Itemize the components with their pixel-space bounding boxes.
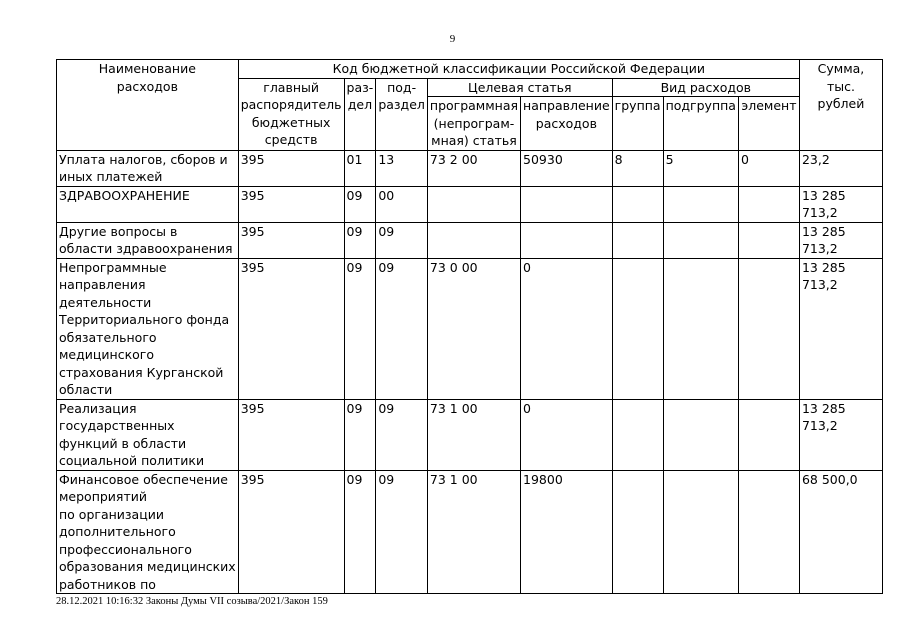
cell-section: 01 — [344, 150, 376, 186]
text-line: расходов — [116, 78, 178, 94]
cell-amount: 68 500,0 — [799, 470, 882, 594]
text-line: (непрограм- — [433, 115, 515, 131]
text-line: средств — [264, 132, 318, 147]
text-line: направление — [523, 98, 610, 113]
cell-subsection: 09 — [376, 222, 428, 258]
cell-section: 09 — [344, 222, 376, 258]
cell-program-item: 73 2 00 — [427, 150, 520, 186]
text-line: области — [59, 382, 113, 397]
header-code-group: Код бюджетной классификации Российской Федерации — [238, 60, 799, 79]
cell-group — [612, 186, 663, 222]
text-line: по организации — [59, 506, 164, 522]
header-subsection — [376, 78, 428, 150]
header-name — [57, 60, 239, 151]
text-line: образования медицинских — [59, 559, 236, 574]
text-line: Реализация — [59, 400, 137, 416]
text-line: медицинского — [59, 347, 154, 362]
text-line: Финансовое обеспечение — [59, 471, 228, 487]
text-line: Наименование — [98, 61, 196, 76]
cell-section: 09 — [344, 186, 376, 222]
cell-group — [612, 470, 663, 594]
cell-subgroup — [663, 399, 738, 470]
header-section — [344, 78, 376, 150]
text-line: Непрограммные — [59, 259, 167, 275]
cell-subsection: 09 — [376, 399, 428, 470]
cell-subgroup — [663, 258, 738, 399]
text-line: мероприятий — [59, 489, 147, 504]
cell-amount: 13 285 713,2 — [799, 186, 882, 222]
text-line: распорядитель — [240, 97, 342, 112]
cell-main-manager: 395 — [238, 150, 344, 186]
text-line: государственных — [59, 418, 175, 433]
cell-program-item: 73 0 00 — [427, 258, 520, 399]
header-expense-type: Вид расходов — [612, 78, 799, 97]
cell-group — [612, 222, 663, 258]
cell-expense-direction: 0 — [521, 399, 613, 470]
cell-amount: 13 285 713,2 — [799, 399, 882, 470]
cell-name — [57, 258, 239, 399]
cell-element — [738, 186, 799, 222]
cell-group — [612, 258, 663, 399]
cell-subsection: 09 — [376, 470, 428, 594]
text-line: Другие вопросы в — [59, 223, 178, 239]
cell-element — [738, 399, 799, 470]
cell-expense-direction — [521, 222, 613, 258]
cell-group — [612, 399, 663, 470]
cell-expense-direction: 0 — [521, 258, 613, 399]
cell-name — [57, 186, 239, 222]
text-line: раз- — [346, 79, 374, 95]
cell-program-item — [427, 186, 520, 222]
cell-amount: 13 285 713,2 — [799, 258, 882, 399]
cell-subsection: 13 — [376, 150, 428, 186]
table-row — [57, 186, 883, 222]
cell-program-item: 73 1 00 — [427, 399, 520, 470]
footer-stamp: 28.12.2021 10:16:32 Законы Думы VII созыва/2021/Закон 159 — [56, 596, 328, 607]
text-line: области здравоохранения — [59, 241, 233, 256]
text-line: тыс. — [826, 78, 855, 94]
text-line: социальной политики — [59, 453, 205, 468]
cell-main-manager: 395 — [238, 222, 344, 258]
text-line: дополнительного — [59, 524, 176, 539]
text-line: дел — [347, 97, 373, 112]
text-line: Уплата налогов, сборов и — [59, 151, 228, 167]
table-row — [57, 222, 883, 258]
text-line: программная — [429, 98, 519, 113]
text-line: раздел — [378, 97, 425, 112]
cell-main-manager: 395 — [238, 470, 344, 594]
header-main-manager — [238, 78, 344, 150]
cell-name — [57, 399, 239, 470]
text-line: под- — [387, 79, 417, 95]
header-subgroup: подгруппа — [663, 97, 738, 151]
text-line: страхования Курганской — [59, 364, 224, 380]
cell-name — [57, 222, 239, 258]
text-line: направления — [59, 277, 146, 292]
cell-element — [738, 222, 799, 258]
text-line: Территориального фонда — [59, 312, 230, 327]
text-line: работников по — [59, 576, 156, 592]
cell-section: 09 — [344, 470, 376, 594]
cell-subsection: 09 — [376, 258, 428, 399]
cell-subgroup: 5 — [663, 150, 738, 186]
cell-section: 09 — [344, 399, 376, 470]
text-line: мная) статья — [431, 133, 517, 148]
text-line: рублей — [817, 96, 865, 111]
cell-name — [57, 150, 239, 186]
cell-main-manager: 395 — [238, 399, 344, 470]
cell-main-manager: 395 — [238, 258, 344, 399]
header-program-item — [427, 97, 520, 151]
cell-element — [738, 258, 799, 399]
header-element: элемент — [738, 97, 799, 151]
cell-program-item — [427, 222, 520, 258]
cell-subgroup — [663, 186, 738, 222]
cell-expense-direction: 50930 — [521, 150, 613, 186]
budget-table — [56, 59, 883, 594]
cell-element — [738, 470, 799, 594]
header-target-item: Целевая статья — [427, 78, 612, 97]
cell-main-manager: 395 — [238, 186, 344, 222]
cell-group: 8 — [612, 150, 663, 186]
cell-subgroup — [663, 470, 738, 594]
text-line: профессионального — [59, 541, 192, 557]
table-row — [57, 470, 883, 594]
text-line: функций в области — [59, 435, 187, 451]
table-row — [57, 150, 883, 186]
table-row — [57, 399, 883, 470]
text-line: расходов — [535, 115, 597, 131]
text-line: обязательного — [59, 329, 157, 345]
text-line: ЗДРАВООХРАНЕНИЕ — [59, 187, 190, 203]
header-amount — [799, 60, 882, 151]
cell-amount: 13 285 713,2 — [799, 222, 882, 258]
text-line: деятельности — [59, 294, 152, 310]
cell-expense-direction — [521, 186, 613, 222]
cell-subgroup — [663, 222, 738, 258]
text-line: бюджетных — [251, 114, 331, 130]
text-line: главный — [263, 79, 319, 95]
cell-name — [57, 470, 239, 594]
cell-section: 09 — [344, 258, 376, 399]
header-expense-direction — [521, 97, 613, 151]
text-line: Сумма, — [817, 61, 865, 76]
page-number: 9 — [449, 33, 456, 45]
cell-expense-direction: 19800 — [521, 470, 613, 594]
table-row — [57, 258, 883, 399]
cell-element: 0 — [738, 150, 799, 186]
header-group: группа — [612, 97, 663, 151]
cell-program-item: 73 1 00 — [427, 470, 520, 594]
text-line: иных платежей — [59, 169, 163, 184]
cell-subsection: 00 — [376, 186, 428, 222]
cell-amount: 23,2 — [799, 150, 882, 186]
